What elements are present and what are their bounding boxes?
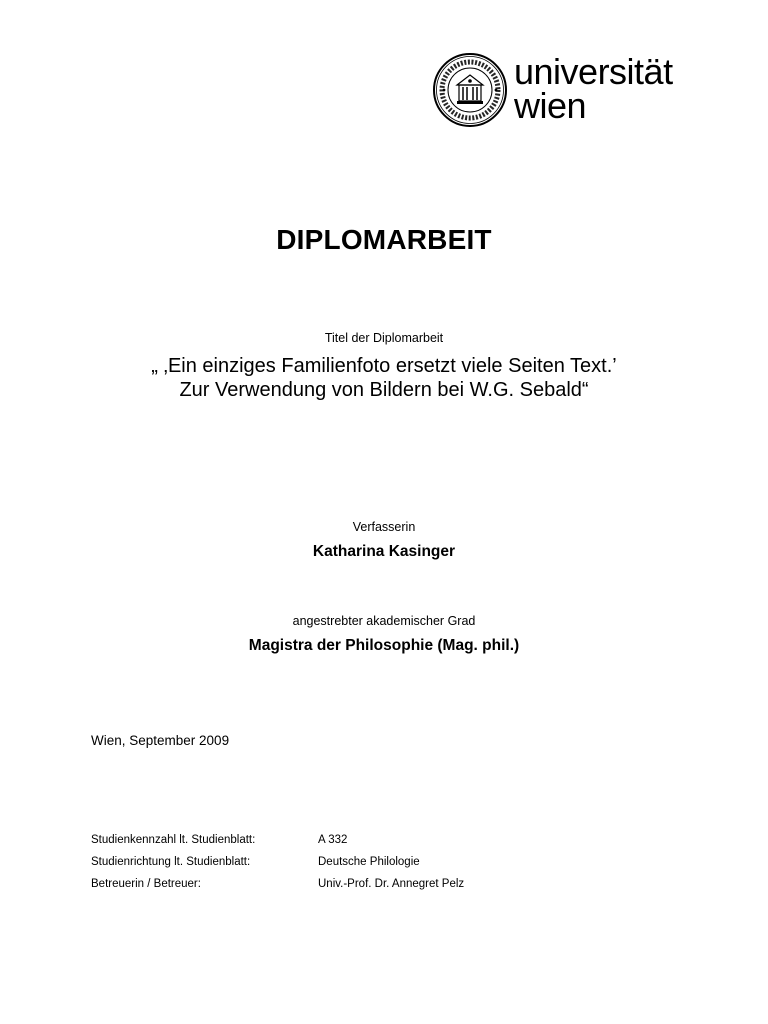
thesis-title-line2: Zur Verwendung von Bildern bei W.G. Sebald“ xyxy=(179,379,589,401)
wordmark-line2: wien xyxy=(514,85,587,126)
author-label: Verfasserin xyxy=(352,520,416,534)
wordmark-line1: universität xyxy=(514,54,673,92)
study-details-value: Deutsche Philologie xyxy=(318,856,420,868)
university-wordmark xyxy=(514,54,708,126)
study-details-value: Univ.-Prof. Dr. Annegret Pelz xyxy=(318,878,465,890)
study-details-row xyxy=(91,873,464,895)
study-details-row xyxy=(91,829,464,851)
title-label: Titel der Diplomarbeit xyxy=(324,331,444,345)
university-logo xyxy=(432,52,708,130)
study-details-label: Betreuerin / Betreuer: xyxy=(91,878,201,890)
degree-label: angestrebter akademischer Grad xyxy=(292,614,476,628)
thesis-title xyxy=(0,354,768,402)
thesis-title-line1: „ ‚Ein einziges Familienfoto ersetzt viele Seiten Text.’ xyxy=(151,355,617,377)
study-details-row xyxy=(91,851,464,873)
university-seal-icon xyxy=(432,52,508,128)
study-details-value: A 332 xyxy=(318,834,348,846)
study-details-label: Studienrichtung lt. Studienblatt: xyxy=(91,856,251,868)
degree-name: Magistra der Philosophie (Mag. phil.) xyxy=(248,637,520,654)
study-details-label: Studienkennzahl lt. Studienblatt: xyxy=(91,834,256,846)
document-type-heading: DIPLOMARBEIT xyxy=(276,224,492,255)
place-date: Wien, September 2009 xyxy=(91,733,230,748)
study-details-table xyxy=(91,829,464,895)
author-name: Katharina Kasinger xyxy=(312,543,456,560)
